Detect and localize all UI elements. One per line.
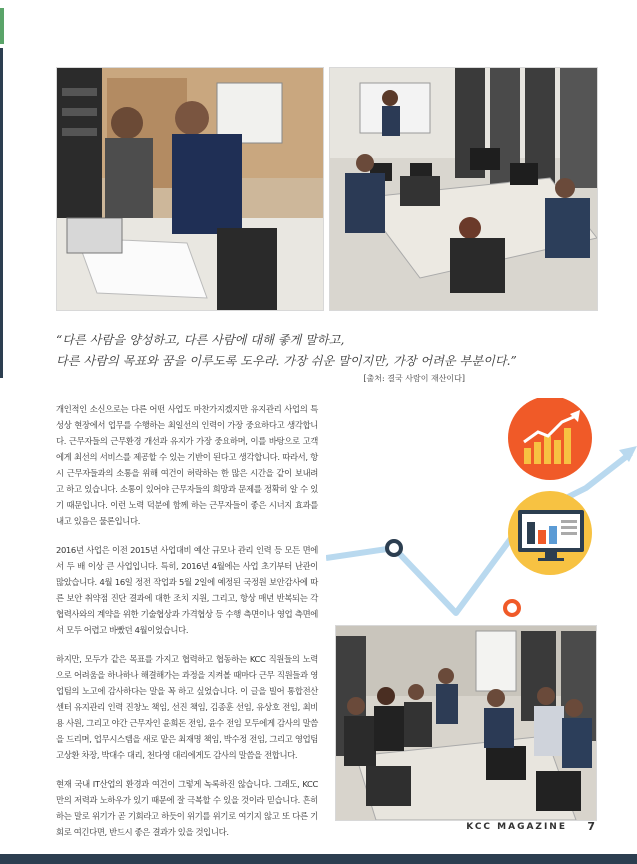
paragraph-1: 개인적인 소신으로는 다른 어떤 사업도 마찬가지겠지만 유지관리 사업의 특성상 현장에서 업무를 수행하는 최일선의 인력이 가장 중요하다고 생각합니다. 근무자들의 근무환경 개선과 유지가 가장 중요하며, 이를 바탕으로 고객에게 최선의 서비스를 제공할 수 있는 기반이 된다고 생각합니다. 따라서, 항시 근무자들과의 소통을 위해 여건이 허락하는 한 많은 시간을 같이 보내려고 하고 있습니다. 소통이 있어야 근무자들의 희망과 문제를 정확히 알 수 있기 때문입니다. 이런 노력 덕분에 함께 하는 근무자들이 좋은 시너지 효과를 내고 있음은 물론입니다. — [56, 404, 318, 526]
quote-line-1: “다른 사람을 양성하고, 다른 사람에 대해 좋게 말하고, — [56, 333, 345, 347]
paragraph-2: 2016년 사업은 이전 2015년 사업대비 예산 규모나 관리 인력 등 모든 면에서 두 배 이상 큰 사업입니다. 특히, 2016년 4월에는 사업 초기부터 난관이 많았습니다. 4월 16일 정전 작업과 5월 2일에 예정된 국정원 보안감사에 따른 보안 취약점 진단 결과에 대한 조치 지원, 그리고, 항상 매년 반복되는 각 협력사와의 계약을 위한 기술협상과 가격협상 등 수행 측면이나 영업 측면에서 모두 어렵고 바빴던 4월이었습니다. — [56, 545, 318, 635]
rising-chart-icon — [508, 398, 592, 480]
left-edge-green-bar — [0, 8, 4, 44]
quote-source: [출처: 결국 사람이 재산이다] — [363, 374, 465, 383]
decorative-infographic — [326, 398, 637, 623]
photo-team-group-server-room — [335, 625, 597, 821]
article-body — [56, 401, 318, 853]
paragraph-3: 하지만, 모두가 같은 목표를 가지고 협력하고 협동하는 KCC 직원들의 노력으로 어려움을 하나하나 해결해가는 과정을 지켜볼 때마다 근무 직원들과 영업팀의 노고에 감사하다는 말을 꼭 하고 싶었습니다. 이 글을 빌어 통합전산센터 유지관리 인력 진창노 책임, 선진 책임, 김종훈 선임, 유상호 전임, 최비용 사원, 그리고 야간 근무자인 윤희돈 전임, 윤수 전임 모두에게 감사의 말씀을 드리며, 업무시스템을 새로 맡은 최재명 책임, 박수정 전임, 그리고 영업팀 고상환 차장, 박대수 대리, 천다영 대리에게도 감사의 말씀을 전합니다. — [56, 654, 318, 760]
bottom-bar — [0, 854, 637, 864]
quote-line-2: 다른 사람의 목표와 꿈을 이루도록 도우라. 가장 쉬운 말이지만, 가장 어려운 부분이다.” — [56, 354, 517, 368]
page-number: 7 — [587, 820, 595, 833]
quote-block — [56, 330, 526, 372]
photo-team-meeting-server-room — [329, 67, 598, 311]
bar-chart-monitor-icon — [508, 491, 592, 575]
magazine-brand: KCC MAGAZINE — [466, 822, 567, 832]
photo-two-men-reviewing-documents — [56, 67, 324, 311]
paragraph-4: 현재 국내 IT산업의 환경과 여건이 그렇게 녹록하진 않습니다. 그래도, KCC만의 저력과 노하우가 있기 때문에 잘 극복할 수 있을 것이라 믿습니다. 흔히 하는 말로 위기가 곧 기회라고 하듯이 위기를 위기로 여기지 않고 또 다른 기회로 여긴다면, 반드시 좋은 결과가 있을 것입니다. — [56, 779, 318, 837]
left-edge-dark-bar — [0, 48, 3, 378]
